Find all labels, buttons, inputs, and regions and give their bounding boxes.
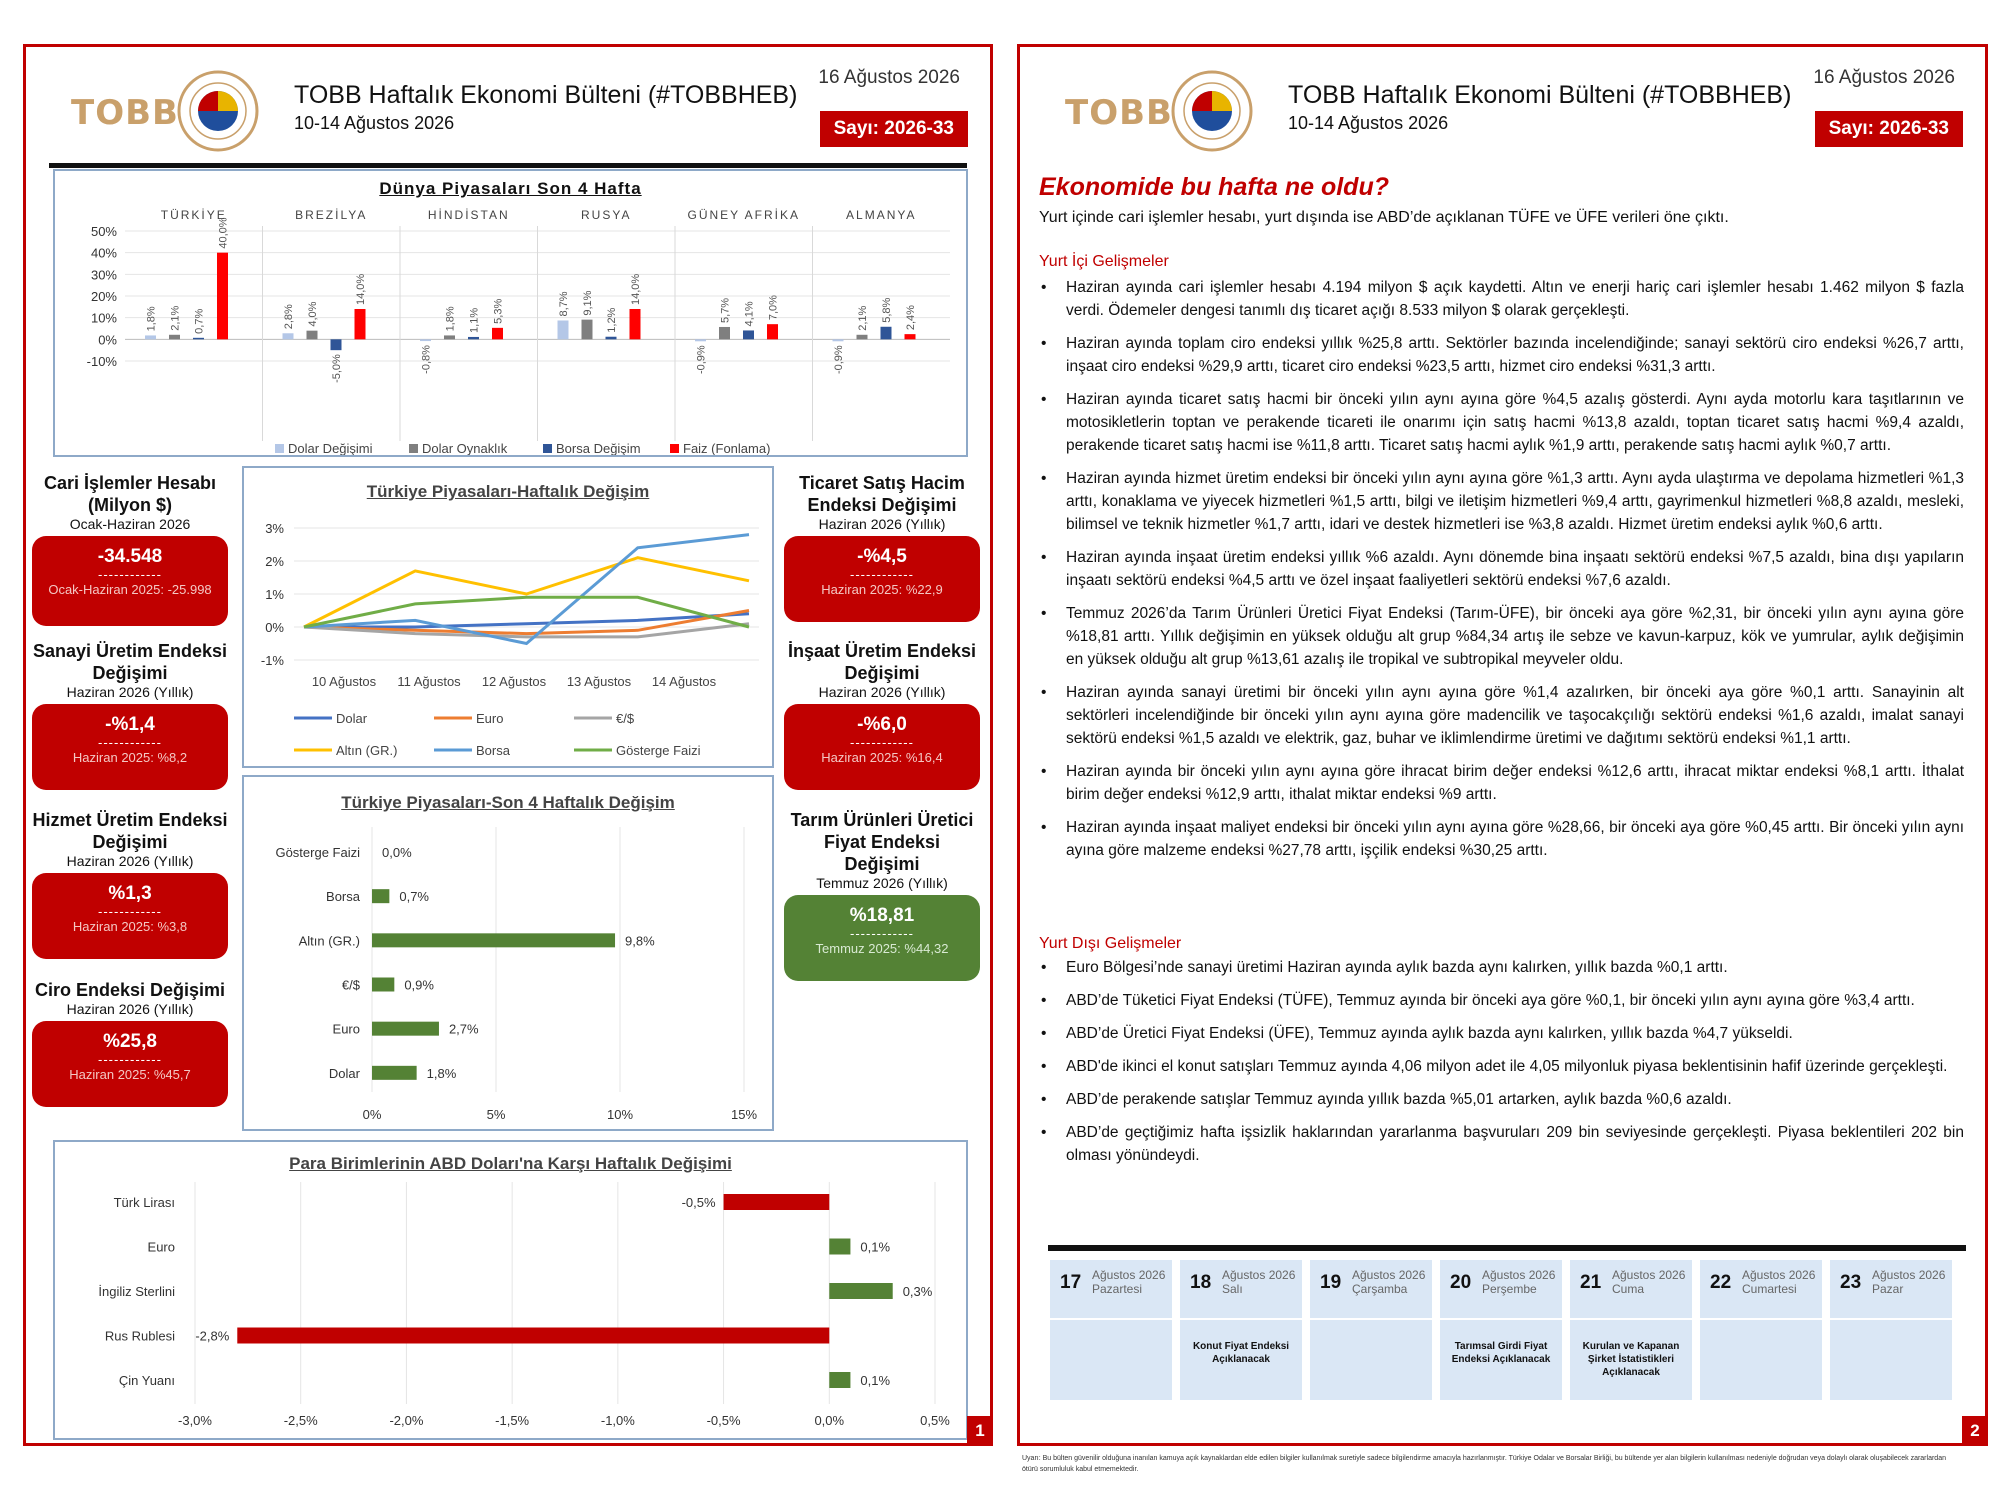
kpi-agri-ppi (784, 809, 980, 981)
list-item: • Temmuz 2026’da Tarım Ürünleri Üretici Fiyat Endeksi (Tarım-ÜFE), bir önceki aya göre %2,31, bir önceki yılın aynı ayına göre %18,81 arttı. Yıllık değişimin en yüksek olduğu alt grup %84,34 artış ile sebze ve kavun-karpuz, kök ve yumrular, aylık değişimin en yüksek olduğu alt grup %13,61 azalış ile tropikal ve subtropikal meyveler oldu. (1039, 602, 1964, 671)
data-label: -0,5% (681, 1195, 716, 1210)
kpi-period: Haziran 2026 (Yıllık) (66, 853, 194, 869)
legend-swatch (670, 444, 679, 453)
data-label: 9,1% (582, 290, 594, 316)
chart-title: Türkiye Piyasaları-Haftalık Değişim (366, 482, 650, 501)
data-label: 14,0% (630, 273, 642, 305)
legend-label: Dolar Değişimi (288, 441, 373, 455)
kpi-value: -34.548 (97, 546, 163, 567)
kpi-title: Sanayi Üretim Endeksi Değişimi (32, 641, 228, 683)
tobb-logo (1060, 61, 1250, 161)
kpi-period: Haziran 2026 (Yıllık) (818, 516, 946, 532)
calendar-day-number: 22 (1710, 1272, 1732, 1293)
kpi-separator: ------------ (850, 735, 914, 750)
legend-label: €/$ (616, 711, 635, 726)
data-label: -0,9% (833, 345, 845, 375)
bar (558, 320, 569, 339)
kpi-services-production (32, 809, 228, 959)
x-tick-label: -2,0% (389, 1413, 424, 1428)
calendar-month-weekday (1352, 1268, 1425, 1296)
turkey-weekly-chart (242, 466, 774, 768)
kpi-period: Haziran 2026 (Yıllık) (66, 684, 194, 700)
data-label: 0,0% (382, 845, 412, 860)
kpi-previous: Haziran 2025: %16,4 (821, 750, 943, 765)
calendar-day-number: 17 (1060, 1272, 1082, 1293)
y-tick-label: 2% (265, 554, 284, 569)
kpi-value: %1,3 (108, 883, 152, 904)
list-item: • ABD’de Üretici Fiyat Endeksi (ÜFE), Temmuz ayında aylık bazda aynı kalırken, yıllık bazda %4,7 yükseldi. (1039, 1022, 1964, 1045)
bar (372, 1066, 417, 1080)
list-item: • Haziran ayında cari işlemler hesabı 4.194 milyon $ açık kaydetti. Altın ve enerji hariç cari işlemler hesabı 1.462 milyon $ fazla verdi. Ödemeler dengesi tanımlı dış ticaret açığı 8.533 milyon $ olarak gerçekleşti. (1039, 276, 1964, 322)
calendar-event: Kurulan ve Kapanan Şirket İstatistikleri Açıklanacak (1582, 1341, 1680, 1378)
kpi-separator: ------------ (98, 567, 162, 582)
calendar-month-weekday (1742, 1268, 1815, 1296)
kpi-title: Tarım Ürünleri Üretici Fiyat Endeksi Değişimi (790, 810, 974, 874)
calendar-divider (1048, 1245, 1966, 1251)
kpi-value: -%1,4 (105, 714, 155, 735)
bar (307, 331, 318, 340)
intro-text: Yurt içinde cari işlemler hesabı, yurt dışında ise ABD’de açıklanan TÜFE ve ÜFE verileri öne çıktı. (1039, 209, 1729, 226)
data-label: 1,8% (426, 1065, 457, 1081)
calendar-day (1310, 1260, 1432, 1400)
bar (372, 889, 389, 903)
bar (492, 328, 503, 339)
data-label: 7,0% (767, 295, 780, 321)
kpi-value-box (784, 536, 980, 622)
kpi-separator: ------------ (850, 926, 914, 941)
calendar-month: Ağustos 2026 (1482, 1268, 1556, 1282)
kpi-title: Ciro Endeksi Değişimi (34, 980, 226, 1000)
calendar-month: Ağustos 2026 (1742, 1268, 1816, 1282)
category-label: Türk Lirası (113, 1195, 175, 1210)
kpi-value-box (32, 704, 228, 790)
data-label: 8,7% (558, 291, 570, 317)
category-label: €/$ (341, 977, 360, 993)
kpi-previous: Haziran 2025: %22,9 (821, 582, 943, 597)
kpi-period: Ocak-Haziran 2026 (69, 516, 191, 532)
page-number: 1 (967, 1416, 993, 1446)
disclaimer: Uyarı: Bu bülten güvenilir olduğuna inanılan kamuya açık kaynaklardan elde edilen bilgiler kullanılmak suretiyle sadece bilgilendirme amacıyla hazırlanmıştır. Türkiye Odalar ve Borsalar Birliği, bu bültende yer alan bilgilerin kullanılması nedeniyle doğrudan veya dolaylı olarak oluşabilecek zararlardan ötürü sorumluluk kabul etmemektedir. (1022, 1455, 1946, 1473)
data-label: 0,3% (902, 1284, 933, 1299)
bar (372, 933, 615, 947)
calendar-separator (1050, 1318, 1172, 1320)
data-label: -2,8% (195, 1328, 230, 1344)
bar (145, 335, 156, 339)
data-label: 1,8% (145, 306, 158, 332)
data-label: 4,1% (743, 301, 756, 327)
bulletin-week: 10-14 Ağustos 2026 (294, 113, 455, 133)
kpi-value: %18,81 (849, 905, 915, 926)
calendar-day-number: 23 (1840, 1272, 1862, 1293)
calendar-day-number: 19 (1320, 1272, 1342, 1293)
tobb-logo (66, 61, 256, 161)
data-label: 0,9% (404, 977, 434, 993)
calendar-day-number: 20 (1450, 1272, 1472, 1293)
turkey-four-week-plot (244, 777, 772, 1129)
kpi-title: Cari İşlemler Hesabı (Milyon $) (43, 473, 217, 515)
legend-label: Euro (476, 711, 504, 726)
category-label: Gösterge Faizi (275, 845, 360, 860)
calendar-month: Ağustos 2026 (1222, 1268, 1296, 1282)
category-label: TÜRKİYE (160, 208, 227, 222)
calendar-day (1180, 1260, 1302, 1400)
legend-label: Gösterge Faizi (616, 743, 701, 758)
y-tick-label: 3% (265, 521, 284, 536)
data-label: 1,2% (606, 307, 618, 333)
x-tick-label: -0,5% (706, 1413, 741, 1428)
category-label: İngiliz Sterlini (98, 1284, 175, 1299)
category-label: Altın (GR.) (298, 933, 360, 949)
calendar-event: Konut Fiyat Endeksi Açıklanacak (1192, 1341, 1290, 1365)
calendar-separator (1180, 1318, 1302, 1320)
calendar-separator (1310, 1318, 1432, 1320)
bar (331, 339, 342, 350)
kpi-previous: Haziran 2025: %8,2 (72, 750, 188, 765)
data-label: 2,7% (448, 1021, 479, 1037)
x-tick-label: 13 Ağustos (566, 674, 632, 689)
data-label: -0,9% (695, 345, 708, 375)
calendar-month: Ağustos 2026 (1352, 1268, 1426, 1282)
bar (582, 320, 593, 340)
issue-badge: Sayı: 2026-33 (1815, 111, 1963, 147)
list-item: • Haziran ayında inşaat üretim endeksi yıllık %6 azaldı. Aynı dönemde bina inşaatı sektörü endeksi %7,5 azaldı, bina dışı yapıların inşaatı sektörü endeksi %4,5 arttı ve özel inşaat faaliyetleri sektörü endeksi %7,6 azaldı. (1039, 546, 1964, 592)
y-tick-label: -10% (86, 354, 117, 369)
y-tick-label: -1% (260, 653, 284, 668)
foreign-list (1039, 956, 1964, 1177)
y-tick-label: 10% (90, 310, 117, 326)
bulletin-page-2 (1017, 44, 1988, 1473)
calendar-day (1440, 1260, 1562, 1400)
category-label: RUSYA (581, 208, 632, 222)
x-tick-label: 5% (486, 1107, 506, 1122)
series-line (304, 614, 749, 627)
kpi-previous: Ocak-Haziran 2025: -25.998 (48, 582, 212, 597)
calendar-weekday: Pazartesi (1092, 1282, 1143, 1296)
bar (630, 309, 641, 339)
tobb-seal-icon (176, 69, 260, 153)
bar (724, 1194, 830, 1210)
list-item: • Haziran ayında ticaret satış hacmi bir önceki yılın aynı ayına göre %4,5 azalış gösterdi. Aynı ayda motorlu kara taşıtlarının ve motosikletlerin toptan ve perakende ticareti ile onarımı için satış hacmi %13,8 azaldı, toptan ticaret satış hacmi %9,4 azaldı, perakende ticaret satış hacmi ise %11,8 arttı. Ticaret satış hacmi aylık %1,9 arttı, perakende satış hacmi aylık %0,7 arttı. (1039, 388, 1964, 457)
calendar-separator (1570, 1318, 1692, 1320)
kpi-separator: ------------ (98, 904, 162, 919)
x-tick-label: 10 Ağustos (311, 674, 377, 689)
kpi-previous: Haziran 2025: %45,7 (69, 1067, 191, 1082)
category-label: HİNDİSTAN (427, 208, 510, 222)
calendar-separator (1440, 1318, 1562, 1320)
category-label: BREZİLYA (295, 208, 368, 222)
kpi-industrial-production (32, 640, 228, 790)
data-label: 14,0% (355, 273, 367, 305)
bar (695, 339, 706, 341)
header-divider (49, 163, 967, 168)
world-markets-plot (55, 171, 966, 455)
data-label: 0,1% (860, 1239, 891, 1255)
chart-title: Para Birimlerinin ABD Doları'na Karşı Haftalık Değişimi (289, 1154, 732, 1173)
domestic-heading: Yurt İçi Gelişmeler (1039, 253, 1169, 270)
y-tick-label: 30% (90, 267, 117, 283)
bulletin-date: 16 Ağustos 2026 (1813, 67, 1955, 88)
bar (355, 309, 366, 339)
bar (420, 339, 431, 341)
y-tick-label: 50% (90, 224, 117, 239)
kpi-value: -%6,0 (857, 714, 907, 735)
bar (444, 335, 455, 339)
data-label: 0,7% (193, 308, 206, 334)
kpi-value-box (784, 704, 980, 790)
bulletin-title: TOBB Haftalık Ekonomi Bülteni (#TOBBHEB) (1288, 81, 1792, 109)
bar (857, 335, 868, 340)
calendar-weekday: Cumartesi (1742, 1282, 1797, 1296)
data-label: 5,7% (719, 297, 732, 323)
x-tick-label: 0,5% (920, 1413, 950, 1428)
kpi-period: Haziran 2026 (Yıllık) (818, 684, 946, 700)
x-tick-label: 0,0% (814, 1413, 845, 1428)
bar (606, 337, 617, 340)
bar (833, 339, 844, 341)
legend-label: Dolar (336, 711, 368, 726)
bar (829, 1283, 892, 1299)
x-tick-label: -1,5% (495, 1413, 530, 1428)
x-tick-label: 0% (362, 1107, 382, 1122)
legend-swatch (543, 444, 552, 453)
data-label: 2,8% (283, 304, 295, 330)
calendar-weekday: Salı (1222, 1282, 1243, 1296)
list-item: • ABD’de perakende satışlar Temmuz ayında yıllık bazda %5,01 artarken, aylık bazda %0,6 azaldı. (1039, 1088, 1964, 1111)
legend-label: Borsa Değişim (556, 441, 641, 455)
y-tick-label: 1% (265, 587, 284, 602)
bar (193, 338, 204, 340)
calendar-day (1570, 1260, 1692, 1400)
calendar-weekday: Cuma (1612, 1282, 1645, 1296)
list-item: • Haziran ayında toplam ciro endeksi yıllık %25,8 arttı. Sektörler bazında incelendiğinde; sanayi sektörü ciro endeksi %26,7 arttı, inşaat ciro endeksi %29,9 arttı, ticaret ciro endeksi %23,5 arttı, hizmet ciro endeksi %31,3 arttı. (1039, 332, 1964, 378)
currency-vs-usd-chart (53, 1140, 968, 1440)
data-label: 2,1% (169, 305, 182, 331)
category-label: Euro (147, 1239, 175, 1255)
x-tick-label: -2,5% (283, 1413, 318, 1428)
kpi-separator: ------------ (850, 567, 914, 582)
list-item: • Haziran ayında bir önceki yılın aynı ayına göre ihracat birim değer endeksi %12,6 arttı, ihracat miktar endeksi %8,1 arttı. İthalat birim değer endeksi %12,9 arttı, ithalat miktar endeksi %9 arttı. (1039, 760, 1964, 806)
bar (372, 978, 394, 992)
legend-swatch (275, 444, 284, 453)
list-item: • ABD’de Tüketici Fiyat Endeksi (TÜFE), Temmuz ayında bir önceki aya göre %0,1, bir önceki yılın aynı ayına göre %3,4 arttı. (1039, 989, 1964, 1012)
category-label: Euro (332, 1021, 360, 1037)
bar (468, 337, 479, 339)
chart-title: Dünya Piyasaları Son 4 Hafta (379, 179, 642, 198)
tobb-seal-icon (1170, 69, 1254, 153)
data-label: 2,4% (905, 305, 917, 331)
calendar-event: Tarımsal Girdi Fiyat Endeksi Açıklanacak (1451, 1341, 1551, 1365)
data-label: 0,7% (399, 889, 430, 905)
bulletin-week: 10-14 Ağustos 2026 (1288, 113, 1449, 133)
x-tick-label: 11 Ağustos (397, 674, 461, 689)
bar (743, 330, 754, 339)
chart-title: Türkiye Piyasaları-Son 4 Haftalık Değişim (341, 793, 675, 812)
category-label: Rus Rublesi (104, 1328, 175, 1344)
bar (237, 1328, 829, 1344)
y-tick-label: 40% (90, 245, 117, 261)
bar (829, 1239, 850, 1255)
kpi-value-box (784, 895, 980, 981)
calendar-month-weekday (1612, 1268, 1685, 1296)
kpi-value-box (32, 873, 228, 959)
bar (905, 334, 916, 339)
calendar-month-weekday (1482, 1268, 1555, 1296)
bar (283, 333, 294, 339)
currency-vs-usd-plot (55, 1142, 966, 1438)
calendar-day-number: 21 (1580, 1272, 1602, 1293)
kpi-value: %25,8 (103, 1031, 157, 1052)
y-tick-label: 0% (265, 620, 284, 635)
calendar-weekday: Perşembe (1482, 1282, 1537, 1296)
data-label: 2,1% (857, 305, 869, 331)
calendar-separator (1830, 1318, 1952, 1320)
bar (719, 327, 730, 339)
data-label: 9,8% (625, 933, 655, 949)
calendar-weekday: Çarşamba (1352, 1282, 1408, 1296)
calendar-weekday: Pazar (1872, 1282, 1904, 1296)
kpi-title: Hizmet Üretim Endeksi Değişimi (32, 810, 228, 852)
data-label: 5,8% (881, 297, 893, 323)
domestic-list (1039, 276, 1964, 872)
section-heading: Ekonomide bu hafta ne oldu? (1039, 173, 1389, 201)
calendar-month-weekday (1092, 1268, 1165, 1296)
calendar-day (1700, 1260, 1822, 1400)
data-label: -0,8% (420, 345, 433, 374)
kpi-current-account (32, 472, 228, 626)
kpi-separator: ------------ (98, 1052, 162, 1067)
bar (767, 324, 778, 339)
turkey-weekly-plot (244, 468, 772, 766)
kpi-construction-production (784, 640, 980, 790)
kpi-previous: Temmuz 2025: %44,32 (815, 941, 949, 956)
logo-text: TOBB (1065, 93, 1173, 133)
kpi-period: Temmuz 2026 (Yıllık) (816, 875, 948, 891)
category-label: Dolar (328, 1065, 360, 1081)
kpi-value: -%4,5 (857, 546, 907, 567)
list-item: • Haziran ayında hizmet üretim endeksi bir önceki yılın aynı ayına göre %1,3 arttı. Aynı ayda ulaştırma ve depolama hizmetleri %1,3 arttı, konaklama ve yiyecek hizmetleri %1,5 arttı, bilgi ve iletişim hizmetleri %9,4 arttı, gayrimenkul hizmetleri %8,8 azaldı, mesleki, bilimsel ve teknik hizmetler %1,7 arttı, idari ve destek hizmetleri ise %3,8 azaldı. Hizmet üretim endeksi aylık %0,6 arttı. (1039, 467, 1964, 536)
x-tick-label: -1,0% (600, 1413, 635, 1428)
calendar-separator (1700, 1318, 1822, 1320)
kpi-turnover-index (32, 979, 228, 1107)
x-tick-label: 12 Ağustos (481, 674, 547, 689)
data-label: 1,8% (444, 306, 457, 332)
bulletin-date: 16 Ağustos 2026 (818, 67, 960, 88)
issue-badge: Sayı: 2026-33 (820, 111, 968, 147)
legend-label: Altın (GR.) (336, 743, 398, 758)
kpi-title: Ticaret Satış Hacim Endeksi Değişimi (799, 473, 965, 515)
data-label: 1,1% (468, 307, 481, 333)
x-tick-label: 10% (606, 1107, 634, 1122)
calendar-day-number: 18 (1190, 1272, 1212, 1293)
calendar-month-weekday (1222, 1268, 1295, 1296)
data-label: 40,0% (217, 217, 230, 249)
turkey-four-week-chart (242, 775, 774, 1131)
list-item: • ABD'de ikinci el konut satışları Temmuz ayında 4,06 milyon adet ile 4,05 milyonluk piyasa beklentisinin hafif üzerinde gerçekleşti. (1039, 1055, 1964, 1078)
bar (881, 327, 892, 340)
foreign-heading: Yurt Dışı Gelişmeler (1039, 935, 1182, 952)
bar (217, 253, 228, 340)
legend-label: Borsa (476, 743, 510, 758)
bar (372, 1022, 439, 1036)
bar (829, 1372, 850, 1388)
legend-swatch (409, 444, 418, 453)
calendar-month-weekday (1872, 1268, 1945, 1296)
category-label: Çin Yuanı (118, 1373, 175, 1388)
list-item: • Haziran ayında sanayi üretimi bir önceki yılın aynı ayına göre %1,4 azalırken, bir önceki aya göre %0,1 arttı. Sanayinin alt sektörleri incelendiğinde bir önceki yılın aynı ayına göre madencilik ve taşocakçılığı sektörü endeksi %1,6 azaldı, imalat sanayi sektörü endeksi %1,5 azaldı ve elektrik, gaz, buhar ve iklimlendirme üretimi ve dağıtımı sektörü endeksi %1,1 arttı. (1039, 681, 1964, 750)
kpi-title: İnşaat Üretim Endeksi Değişimi (787, 641, 977, 683)
kpi-trade-sales-volume (784, 472, 980, 622)
calendar-month: Ağustos 2026 (1092, 1268, 1166, 1282)
legend-label: Faiz (Fonlama) (683, 441, 771, 455)
kpi-previous: Haziran 2025: %3,8 (72, 919, 188, 934)
logo-text: TOBB (71, 93, 179, 133)
data-label: -5,0% (331, 354, 343, 383)
kpi-separator: ------------ (98, 735, 162, 750)
y-tick-label: 20% (90, 289, 117, 304)
legend-label: Dolar Oynaklık (422, 441, 508, 455)
x-tick-label: 14 Ağustos (651, 674, 717, 689)
data-label: 0,1% (860, 1373, 891, 1388)
x-tick-label: -3,0% (178, 1413, 212, 1428)
y-tick-label: 0% (98, 332, 117, 348)
calendar-month: Ağustos 2026 (1612, 1268, 1686, 1282)
calendar-day (1830, 1260, 1952, 1400)
calendar-month: Ağustos 2026 (1872, 1268, 1946, 1282)
category-label: ALMANYA (846, 208, 917, 222)
kpi-value-box (32, 536, 228, 626)
world-markets-chart (53, 169, 968, 457)
kpi-value-box (32, 1021, 228, 1107)
list-item: • Haziran ayında inşaat maliyet endeksi bir önceki yılın aynı ayına göre %28,66, bir önceki aya göre %0,45 arttı. Bir önceki yılın aynı ayına göre malzeme endeksi %27,78 arttı, işçilik endeksi %30,25 arttı. (1039, 816, 1964, 862)
category-label: GÜNEY AFRİKA (687, 208, 800, 222)
category-label: Borsa (326, 889, 360, 905)
list-item: • ABD’de geçtiğimiz hafta işsizlik haklarından yararlanma başvuruları 209 bin seviyesinde gerçekleşti. Piyasa beklentileri 202 bin olması yönündeydi. (1039, 1121, 1964, 1167)
calendar-day (1050, 1260, 1172, 1400)
data-label: 4,0% (307, 301, 319, 327)
data-label: 5,3% (492, 298, 505, 324)
x-tick-label: 15% (730, 1107, 758, 1122)
bulletin-page-1 (23, 44, 993, 1446)
bar (169, 335, 180, 340)
page-number: 2 (1962, 1416, 1988, 1446)
kpi-period: Haziran 2026 (Yıllık) (66, 1001, 194, 1017)
bulletin-title: TOBB Haftalık Ekonomi Bülteni (#TOBBHEB) (294, 81, 798, 109)
list-item: • Euro Bölgesi’nde sanayi üretimi Haziran ayında aylık bazda aynı kalırken, yıllık bazda %0,1 arttı. (1039, 956, 1964, 979)
